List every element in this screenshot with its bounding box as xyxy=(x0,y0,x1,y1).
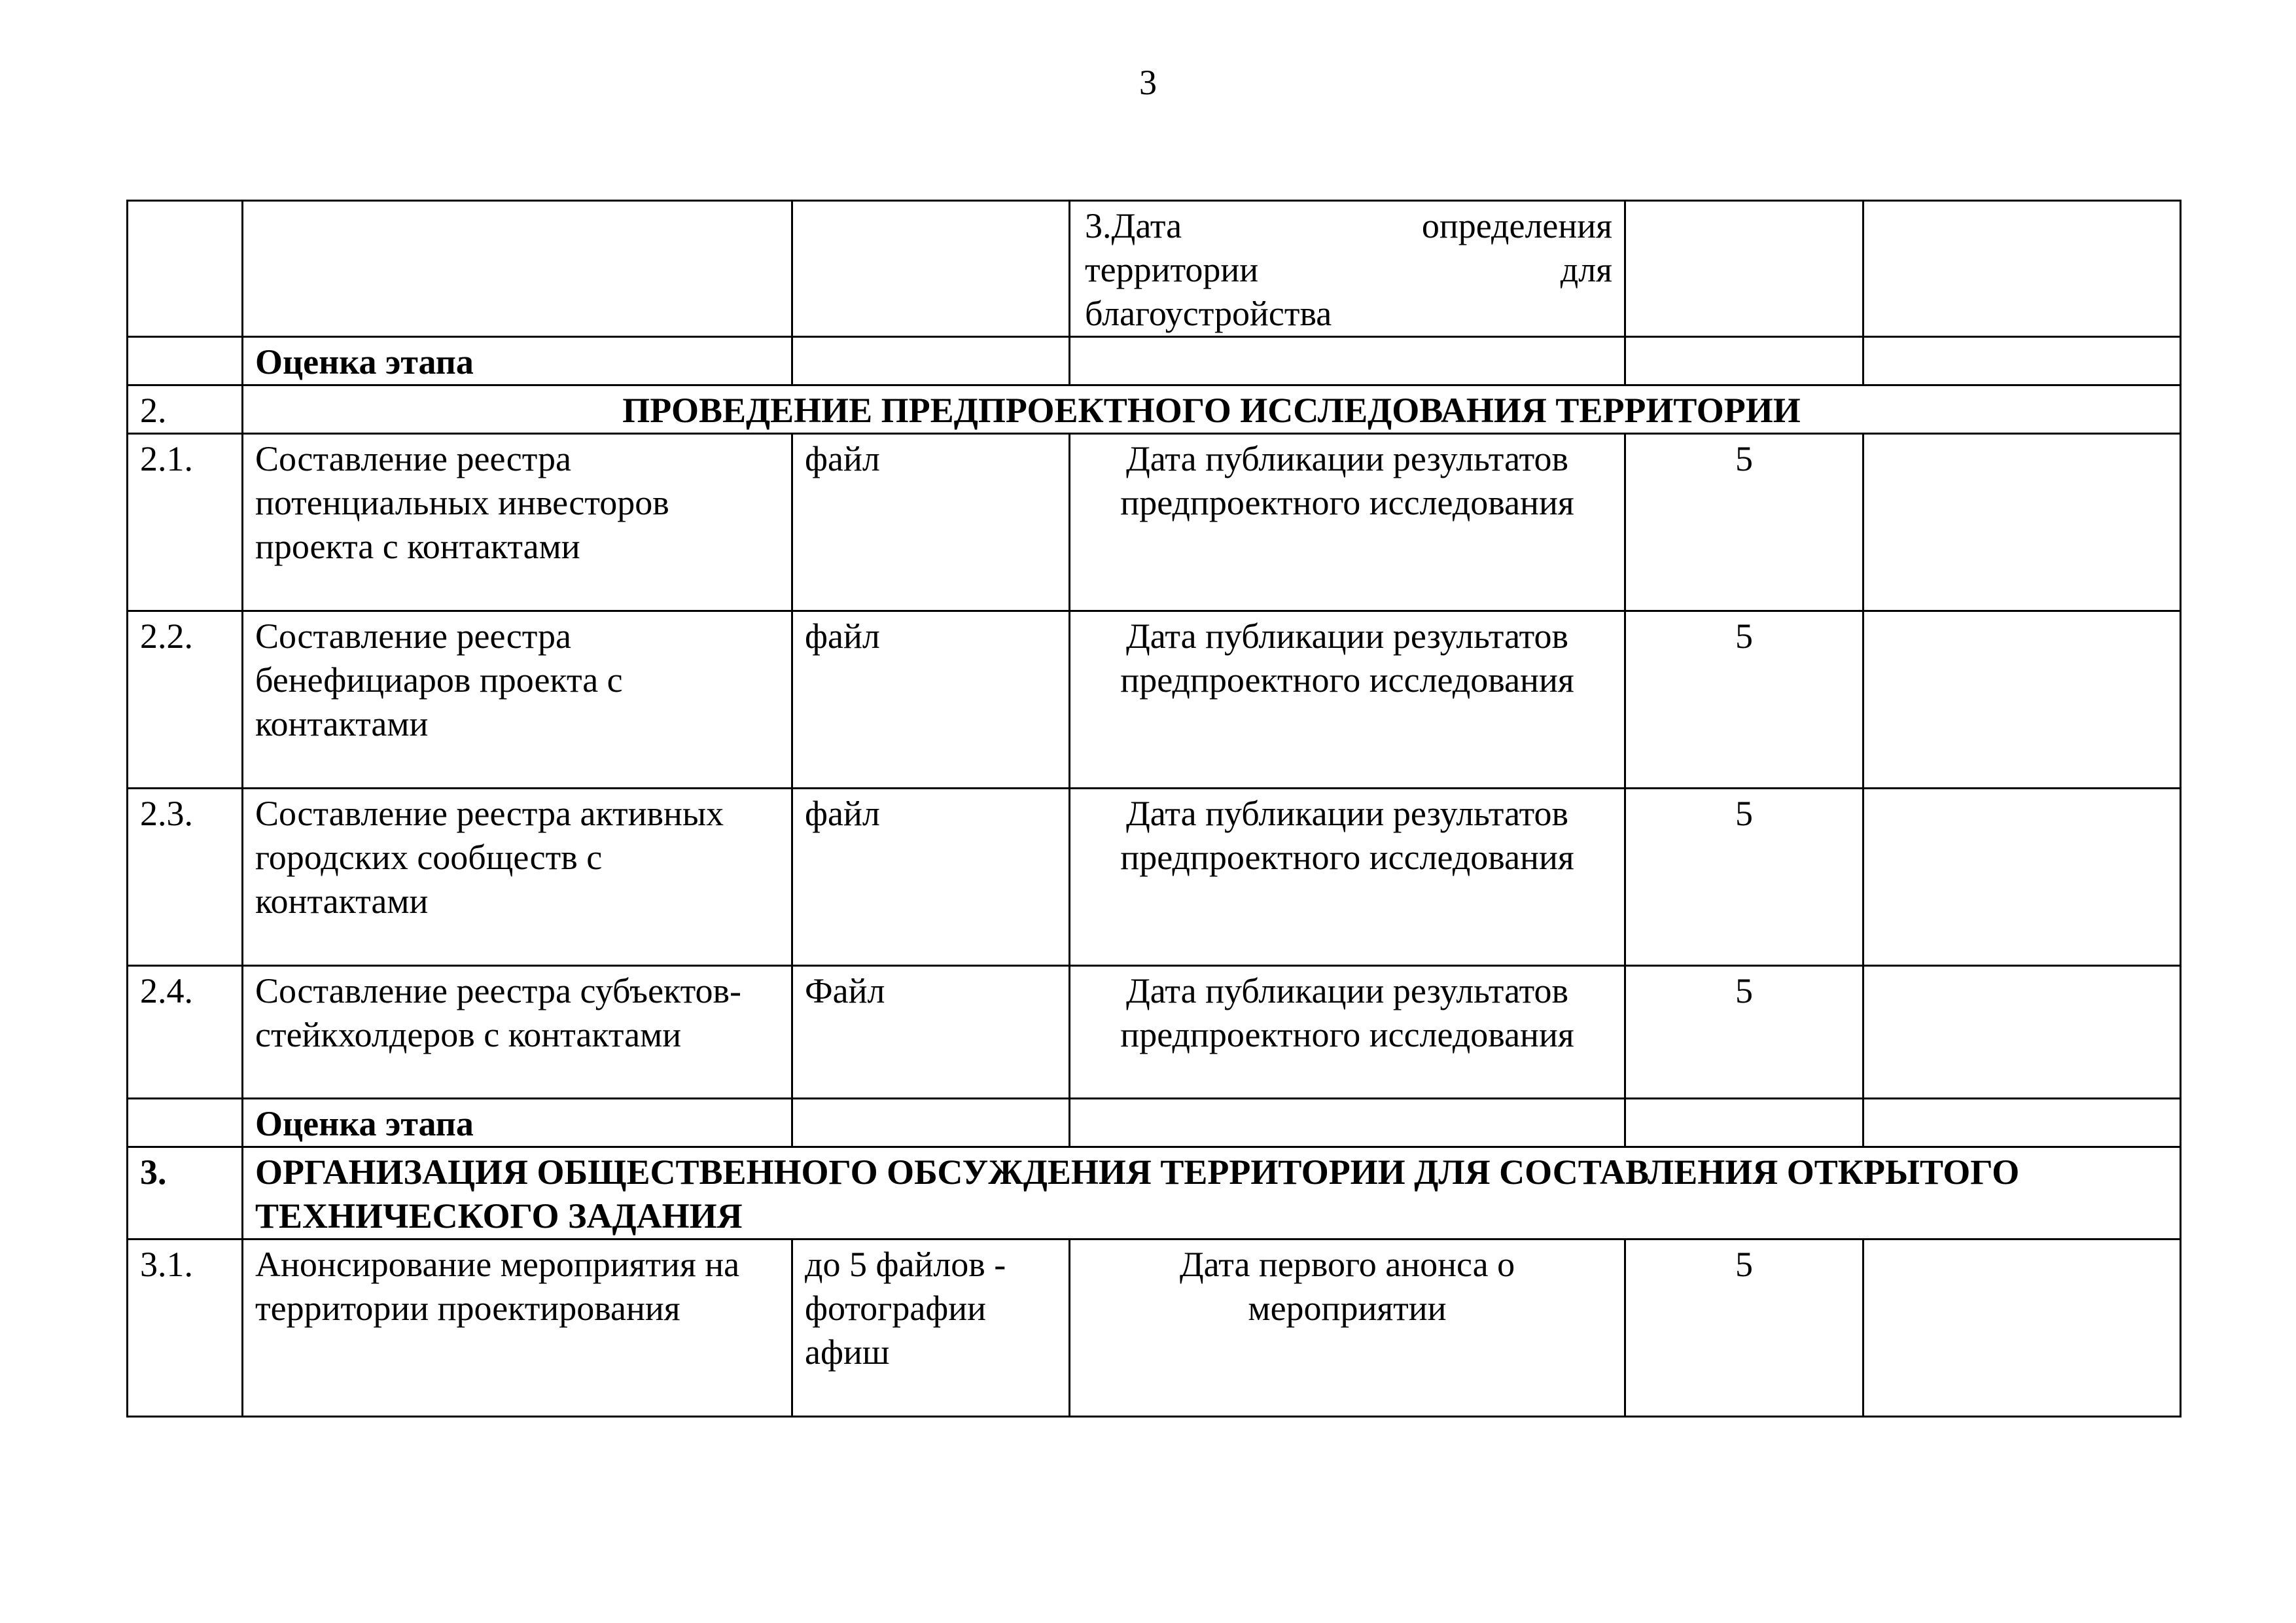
row-num: 3.1. xyxy=(128,1240,243,1417)
row-criterion: Дата публикации результатов предпроектного исследования xyxy=(1070,434,1625,611)
row-score: 5 xyxy=(1625,789,1863,966)
criterion-line: благоустройства xyxy=(1085,294,1332,333)
section-title: ПРОВЕДЕНИЕ ПРЕДПРОЕКТНОГО ИССЛЕДОВАНИЯ ТЕРРИТОРИИ xyxy=(243,385,2181,434)
row-score: 5 xyxy=(1625,611,1863,789)
row-num: 2.2. xyxy=(128,611,243,789)
row-name: Составление реестра активных городских сообществ с контактами xyxy=(243,789,792,966)
row-format: Файл xyxy=(792,966,1070,1099)
cell-note xyxy=(1863,337,2181,385)
table-row xyxy=(128,611,2181,789)
row-criterion: Дата публикации результатов предпроектного исследования xyxy=(1070,611,1625,789)
section-title: ОРГАНИЗАЦИЯ ОБЩЕСТВЕННОГО ОБСУЖДЕНИЯ ТЕРРИТОРИИ ДЛЯ СОСТАВЛЕНИЯ ОТКРЫТОГО ТЕХНИЧЕСКОГО ЗАДАНИЯ xyxy=(243,1147,2181,1240)
cell-format xyxy=(792,1099,1070,1147)
cell-name xyxy=(243,201,792,337)
cell-format xyxy=(792,201,1070,337)
row-criterion: Дата публикации результатов предпроектного исследования xyxy=(1070,966,1625,1099)
row-num: 2.4. xyxy=(128,966,243,1099)
table-row-stage-eval xyxy=(128,1099,2181,1147)
section-header-2 xyxy=(128,385,2181,434)
row-note xyxy=(1863,789,2181,966)
row-name: Составление реестра субъектов-стейкхолдеров с контактами xyxy=(243,966,792,1099)
row-note xyxy=(1863,1240,2181,1417)
row-score: 5 xyxy=(1625,434,1863,611)
row-name: Составление реестра бенефициаров проекта с контактами xyxy=(243,611,792,789)
row-format: файл xyxy=(792,434,1070,611)
cell-note xyxy=(1863,201,2181,337)
cell-num xyxy=(128,337,243,385)
cell-note xyxy=(1863,1099,2181,1147)
criterion-line: 3.Дата определения xyxy=(1085,206,1612,245)
cell-score xyxy=(1625,1099,1863,1147)
criteria-table xyxy=(126,200,2181,1418)
page-number: 3 xyxy=(1139,63,1157,102)
stage-eval-label: Оценка этапа xyxy=(243,1099,792,1147)
cell-score xyxy=(1625,201,1863,337)
section-num: 2. xyxy=(128,385,243,434)
cell-num xyxy=(128,1099,243,1147)
row-name: Составление реестра потенциальных инвесторов проекта с контактами xyxy=(243,434,792,611)
row-format: файл xyxy=(792,611,1070,789)
row-name: Анонсирование мероприятия на территории проектирования xyxy=(243,1240,792,1417)
table-row-continuation xyxy=(128,201,2181,337)
table-row xyxy=(128,789,2181,966)
table-row-stage-eval xyxy=(128,337,2181,385)
row-num: 2.1. xyxy=(128,434,243,611)
table-row xyxy=(128,966,2181,1099)
row-score: 5 xyxy=(1625,966,1863,1099)
row-num: 2.3. xyxy=(128,789,243,966)
criterion-line: территории для xyxy=(1085,250,1612,289)
cell-num xyxy=(128,201,243,337)
section-num: 3. xyxy=(128,1147,243,1240)
row-note xyxy=(1863,434,2181,611)
row-score: 5 xyxy=(1625,1240,1863,1417)
stage-eval-label: Оценка этапа xyxy=(243,337,792,385)
row-format: до 5 файлов - фотографии афиш xyxy=(792,1240,1070,1417)
cell-format xyxy=(792,337,1070,385)
row-criterion: Дата публикации результатов предпроектного исследования xyxy=(1070,789,1625,966)
cell-criterion xyxy=(1070,337,1625,385)
table-row xyxy=(128,1240,2181,1417)
section-header-3 xyxy=(128,1147,2181,1240)
cell-criterion xyxy=(1070,201,1625,337)
row-note xyxy=(1863,966,2181,1099)
cell-criterion xyxy=(1070,1099,1625,1147)
row-note xyxy=(1863,611,2181,789)
table-row xyxy=(128,434,2181,611)
row-criterion: Дата первого анонса о мероприятии xyxy=(1070,1240,1625,1417)
row-format: файл xyxy=(792,789,1070,966)
cell-score xyxy=(1625,337,1863,385)
